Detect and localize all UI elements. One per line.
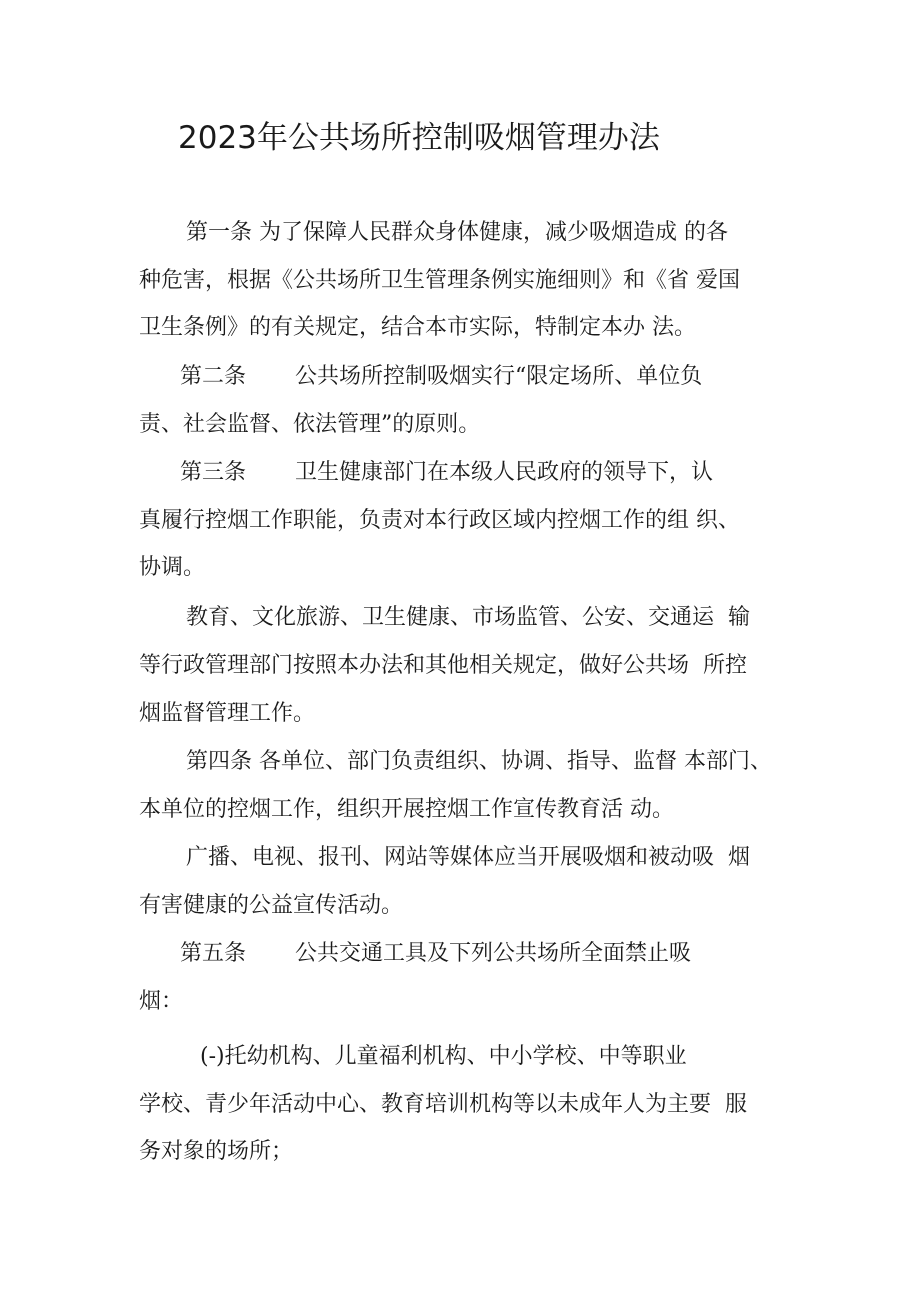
text-line: 第三条 卫生健康部门在本级人民政府的领导下，认 (180, 460, 713, 485)
text-line: 学校、青少年活动中心、教育培训机构等以未成年人为主要 服 (139, 1092, 747, 1117)
text-line: 卫生条例》的有关规定，结合本市实际，特制定本办 法。 (139, 315, 696, 340)
text-line: 务对象的场所； (139, 1139, 294, 1164)
text-line: 烟监督管理工作。 (139, 701, 316, 726)
text-line: 第五条 公共交通工具及下列公共场所全面禁止吸 (180, 941, 691, 966)
text-line: 烟： (139, 989, 184, 1014)
text-line: 责、社会监督、依法管理”的原则。 (139, 412, 481, 437)
text-line: 真履行控烟工作职能，负责对本行政区域内控烟工作的组 织、 (139, 508, 740, 533)
text-line: 协调。 (139, 555, 206, 580)
text-line: 教育、文化旅游、卫生健康、市场监管、公安、交通运 输 (186, 605, 750, 630)
text-line: 本单位的控烟工作，组织开展控烟工作宣传教育活 动。 (139, 797, 674, 822)
text-line: 等行政管理部门按照本办法和其他相关规定，做好公共场 所控 (139, 653, 747, 678)
text-line: (-)托幼机构、儿童福利机构、中小学校、中等职业 (200, 1044, 687, 1069)
text-line: 第二条 公共场所控制吸烟实行“限定场所、单位负 (180, 364, 703, 389)
text-line: 广播、电视、报刊、网站等媒体应当开展吸烟和被动吸 烟 (186, 845, 750, 870)
document-title: 2023年公共场所控制吸烟管理办法 (178, 120, 660, 156)
text-line: 第一条 为了保障人民群众身体健康，减少吸烟造成 的各 (186, 220, 728, 245)
text-line: 种危害，根据《公共场所卫生管理条例实施细则》和《省 爱国 (139, 268, 740, 293)
text-line: 第四条 各单位、部门负责组织、协调、指导、监督 本部门、 (186, 749, 772, 774)
text-line: 有害健康的公益宣传活动。 (139, 893, 404, 918)
